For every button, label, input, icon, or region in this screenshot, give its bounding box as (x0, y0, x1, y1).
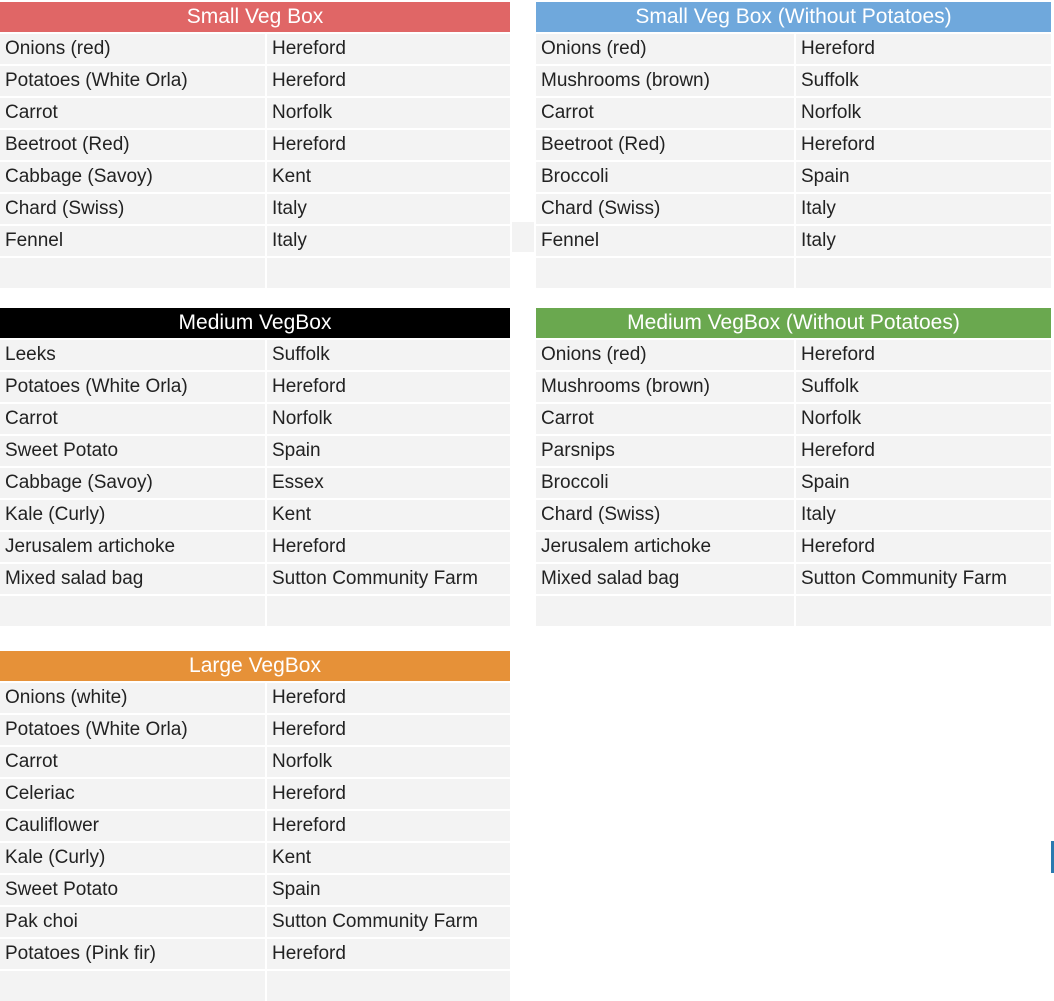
table-row (0, 130, 510, 160)
spreadsheet-gap-cell (512, 222, 534, 252)
table-row (0, 372, 510, 402)
origin-cell: Italy (796, 500, 1051, 530)
origin-cell: Spain (267, 436, 510, 466)
box-rows (0, 34, 510, 288)
item-cell: Kale (Curly) (0, 843, 267, 873)
item-cell: Jerusalem artichoke (536, 532, 796, 562)
origin-cell: Suffolk (796, 66, 1051, 96)
item-cell: Onions (red) (0, 34, 267, 64)
origin-cell (267, 258, 510, 288)
origin-cell: Hereford (267, 715, 510, 745)
table-row (0, 564, 510, 594)
origin-cell: Sutton Community Farm (267, 564, 510, 594)
origin-cell: Hereford (267, 372, 510, 402)
origin-cell: Hereford (267, 66, 510, 96)
table-row (536, 500, 1051, 530)
table-row (0, 939, 510, 969)
item-cell (0, 258, 267, 288)
item-cell: Fennel (0, 226, 267, 256)
origin-cell: Spain (796, 468, 1051, 498)
table-row (536, 564, 1051, 594)
origin-cell: Italy (267, 194, 510, 224)
table-row (536, 194, 1051, 224)
item-cell: Mushrooms (brown) (536, 372, 796, 402)
item-cell (0, 971, 267, 1001)
item-cell: Leeks (0, 340, 267, 370)
table-row (536, 34, 1051, 64)
table-row (0, 811, 510, 841)
origin-cell: Norfolk (796, 404, 1051, 434)
small-veg-box (0, 2, 510, 288)
origin-cell: Essex (267, 468, 510, 498)
box-title: Medium VegBox (0, 308, 510, 338)
origin-cell (267, 596, 510, 626)
table-row (536, 162, 1051, 192)
origin-cell: Hereford (796, 436, 1051, 466)
origin-cell: Suffolk (796, 372, 1051, 402)
table-row (536, 372, 1051, 402)
table-row (0, 162, 510, 192)
item-cell: Mixed salad bag (536, 564, 796, 594)
table-row (536, 226, 1051, 256)
origin-cell: Kent (267, 843, 510, 873)
item-cell: Potatoes (White Orla) (0, 715, 267, 745)
item-cell: Mixed salad bag (0, 564, 267, 594)
item-cell: Cauliflower (0, 811, 267, 841)
table-row (0, 34, 510, 64)
origin-cell: Italy (796, 194, 1051, 224)
origin-cell: Spain (796, 162, 1051, 192)
item-cell: Mushrooms (brown) (536, 66, 796, 96)
origin-cell: Hereford (796, 340, 1051, 370)
table-row (0, 340, 510, 370)
item-cell (0, 596, 267, 626)
table-row (0, 468, 510, 498)
origin-cell: Hereford (267, 34, 510, 64)
table-row (536, 532, 1051, 562)
origin-cell: Kent (267, 500, 510, 530)
origin-cell: Hereford (796, 532, 1051, 562)
origin-cell: Hereford (267, 811, 510, 841)
origin-cell: Hereford (267, 532, 510, 562)
table-row (0, 843, 510, 873)
table-row (536, 340, 1051, 370)
item-cell: Parsnips (536, 436, 796, 466)
medium-vegbox (0, 308, 510, 626)
table-row (536, 66, 1051, 96)
empty-row (536, 596, 1051, 626)
origin-cell: Hereford (267, 779, 510, 809)
medium-vegbox-without-potatoes (536, 308, 1051, 626)
table-row (536, 98, 1051, 128)
item-cell: Beetroot (Red) (0, 130, 267, 160)
item-cell: Sweet Potato (0, 436, 267, 466)
item-cell: Carrot (536, 404, 796, 434)
item-cell: Fennel (536, 226, 796, 256)
origin-cell: Norfolk (267, 747, 510, 777)
item-cell: Sweet Potato (0, 875, 267, 905)
table-row (0, 907, 510, 937)
origin-cell: Hereford (267, 130, 510, 160)
item-cell: Onions (red) (536, 34, 796, 64)
table-row (536, 436, 1051, 466)
box-rows (536, 340, 1051, 626)
origin-cell: Sutton Community Farm (267, 907, 510, 937)
item-cell: Jerusalem artichoke (0, 532, 267, 562)
item-cell: Onions (white) (0, 683, 267, 713)
table-row (536, 468, 1051, 498)
origin-cell (267, 971, 510, 1001)
item-cell: Chard (Swiss) (536, 500, 796, 530)
item-cell: Beetroot (Red) (536, 130, 796, 160)
table-row (0, 66, 510, 96)
item-cell: Potatoes (Pink fir) (0, 939, 267, 969)
item-cell: Cabbage (Savoy) (0, 468, 267, 498)
item-cell: Broccoli (536, 162, 796, 192)
table-row (0, 500, 510, 530)
item-cell: Chard (Swiss) (0, 194, 267, 224)
table-row (0, 436, 510, 466)
origin-cell: Italy (267, 226, 510, 256)
item-cell: Kale (Curly) (0, 500, 267, 530)
origin-cell: Hereford (796, 130, 1051, 160)
table-row (0, 98, 510, 128)
empty-row (536, 258, 1051, 288)
item-cell: Carrot (536, 98, 796, 128)
small-veg-box-without-potatoes (536, 2, 1051, 288)
table-row (0, 779, 510, 809)
table-row (0, 404, 510, 434)
origin-cell (796, 596, 1051, 626)
item-cell: Potatoes (White Orla) (0, 372, 267, 402)
origin-cell: Hereford (267, 939, 510, 969)
origin-cell: Hereford (267, 683, 510, 713)
empty-row (0, 971, 510, 1001)
item-cell: Broccoli (536, 468, 796, 498)
origin-cell: Hereford (796, 34, 1051, 64)
empty-row (0, 596, 510, 626)
item-cell: Pak choi (0, 907, 267, 937)
item-cell: Onions (red) (536, 340, 796, 370)
box-rows (0, 340, 510, 626)
item-cell: Potatoes (White Orla) (0, 66, 267, 96)
origin-cell: Suffolk (267, 340, 510, 370)
box-title: Large VegBox (0, 651, 510, 681)
item-cell (536, 258, 796, 288)
large-vegbox (0, 651, 510, 1001)
origin-cell: Italy (796, 226, 1051, 256)
origin-cell: Norfolk (796, 98, 1051, 128)
item-cell: Chard (Swiss) (536, 194, 796, 224)
box-title: Small Veg Box (0, 2, 510, 32)
item-cell: Carrot (0, 404, 267, 434)
origin-cell: Norfolk (267, 98, 510, 128)
origin-cell: Sutton Community Farm (796, 564, 1051, 594)
table-row (0, 715, 510, 745)
box-title: Medium VegBox (Without Potatoes) (536, 308, 1051, 338)
item-cell: Celeriac (0, 779, 267, 809)
origin-cell: Norfolk (267, 404, 510, 434)
table-row (536, 130, 1051, 160)
box-title: Small Veg Box (Without Potatoes) (536, 2, 1051, 32)
origin-cell (796, 258, 1051, 288)
table-row (0, 683, 510, 713)
box-rows (0, 683, 510, 1001)
table-row (0, 875, 510, 905)
origin-cell: Kent (267, 162, 510, 192)
item-cell (536, 596, 796, 626)
empty-row (0, 258, 510, 288)
table-row (0, 194, 510, 224)
box-rows (536, 34, 1051, 288)
origin-cell: Spain (267, 875, 510, 905)
table-row (536, 404, 1051, 434)
item-cell: Cabbage (Savoy) (0, 162, 267, 192)
table-row (0, 226, 510, 256)
table-row (0, 747, 510, 777)
item-cell: Carrot (0, 98, 267, 128)
table-row (0, 532, 510, 562)
item-cell: Carrot (0, 747, 267, 777)
